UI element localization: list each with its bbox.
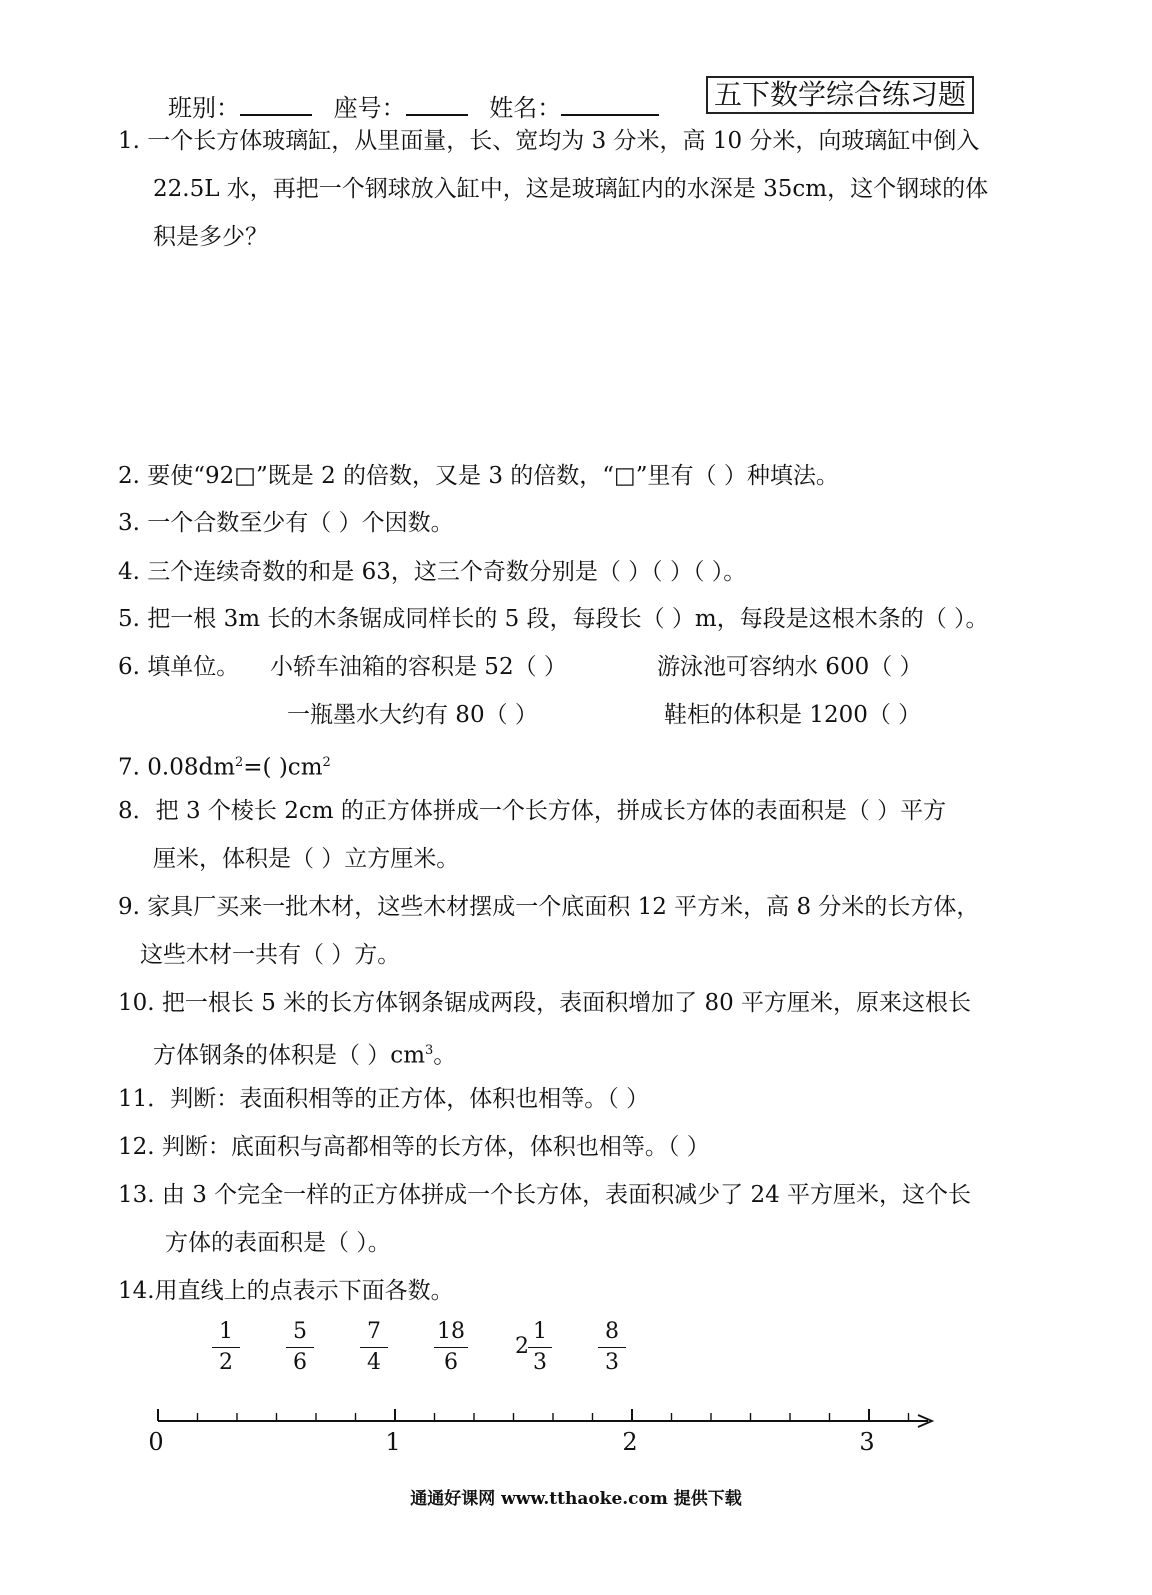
question-7-sup-1: 2 (235, 755, 244, 770)
fraction-2-denominator: 6 (293, 1350, 307, 1375)
question-8-line-1: 8．把 3 个棱长 2cm 的正方体拼成一个长方体，拼成长方体的表面积是（ ）平方 (118, 798, 947, 824)
question-13-line-2: 方体的表面积是（ ）。 (165, 1230, 391, 1256)
question-12: 12. 判断：底面积与高都相等的长方体，体积也相等。（ ） (118, 1134, 710, 1160)
question-8-line-2: 厘米，体积是（ ）立方厘米。 (153, 846, 460, 872)
fraction-5-whole: 2 (515, 1334, 529, 1359)
question-9-line-2: 这些木材一共有（ ）方。 (140, 942, 401, 968)
fraction-3-numerator: 7 (367, 1319, 381, 1344)
question-14: 14.用直线上的点表示下面各数。 (118, 1278, 454, 1304)
question-6-item-c: 一瓶墨水大约有 80（ ） (287, 702, 538, 728)
question-4: 4. 三个连续奇数的和是 63，这三个奇数分别是（ ）（ ）（ ）。 (118, 559, 747, 585)
question-10-end: 。 (433, 1042, 457, 1069)
question-1-line-1: 1. 一个长方体玻璃缸，从里面量，长、宽均为 3 分米，高 10 分米，向玻璃缸中倒入 (118, 128, 980, 154)
question-6-item-a: 小轿车油箱的容积是 52（ ） (270, 654, 567, 680)
fraction-4-denominator: 6 (444, 1350, 458, 1375)
footer-credit: 通通好课网 www.tthaoke.com 提供下载 (410, 1489, 742, 1509)
question-1-line-2: 22.5L 水，再把一个钢球放入缸中，这是玻璃缸内的水深是 35cm，这个钢球的体 (153, 176, 989, 202)
question-6-item-d: 鞋柜的体积是 1200（ ） (664, 702, 922, 728)
question-6-item-b: 游泳池可容纳水 600（ ） (657, 654, 923, 680)
fraction-1-numerator: 1 (219, 1319, 233, 1344)
question-7-mid: =( )cm (243, 754, 323, 781)
question-11: 11．判断：表面积相等的正方体，体积也相等。（ ） (118, 1086, 650, 1112)
fraction-6-numerator: 8 (605, 1319, 619, 1344)
fraction-6-denominator: 3 (605, 1350, 619, 1375)
fraction-4-numerator: 18 (437, 1319, 465, 1344)
fraction-5-numerator: 1 (533, 1319, 547, 1344)
question-7-prefix: 7. 0.08dm (118, 754, 235, 781)
question-10-line-1: 10. 把一根长 5 米的长方体钢条锯成两段，表面积增加了 80 平方厘米，原来这根长 (118, 990, 972, 1016)
question-6-label: 6. 填单位。 (118, 654, 240, 680)
seat-label: 座号： (333, 94, 406, 122)
number-line-label-3: 3 (859, 1428, 875, 1456)
question-10-sup: 3 (425, 1043, 434, 1058)
fraction-2-numerator: 5 (293, 1319, 307, 1344)
question-1-line-3: 积是多少？ (153, 224, 268, 250)
fraction-1-denominator: 2 (219, 1350, 233, 1375)
question-3: 3. 一个合数至少有（ ）个因数。 (118, 510, 454, 536)
name-label: 姓名： (489, 94, 562, 122)
question-9-line-1: 9. 家具厂买来一批木材，这些木材摆成一个底面积 12 平方米，高 8 分米的长方体， (118, 894, 980, 920)
class-label: 班别： (168, 94, 240, 122)
fraction-5-denominator: 3 (533, 1350, 547, 1375)
question-7-sup-2: 2 (322, 755, 331, 770)
question-2: 2. 要使“92□”既是 2 的倍数，又是 3 的倍数，“□”里有（ ）种填法。 (118, 463, 839, 489)
number-line-label-0: 0 (148, 1428, 164, 1456)
number-line-label-1: 1 (385, 1428, 401, 1456)
fraction-3-denominator: 4 (367, 1350, 381, 1375)
number-line-label-2: 2 (622, 1428, 638, 1456)
worksheet-title: 五下数学综合练习题 (706, 76, 974, 114)
question-5: 5. 把一根 3m 长的木条锯成同样长的 5 段，每段长（ ）m，每段是这根木条的（ ）。 (118, 606, 989, 632)
question-10-text: 方体钢条的体积是（ ）cm (153, 1042, 426, 1069)
question-13-line-1: 13. 由 3 个完全一样的正方体拼成一个长方体，表面积减少了 24 平方厘米，这个长 (118, 1182, 972, 1208)
